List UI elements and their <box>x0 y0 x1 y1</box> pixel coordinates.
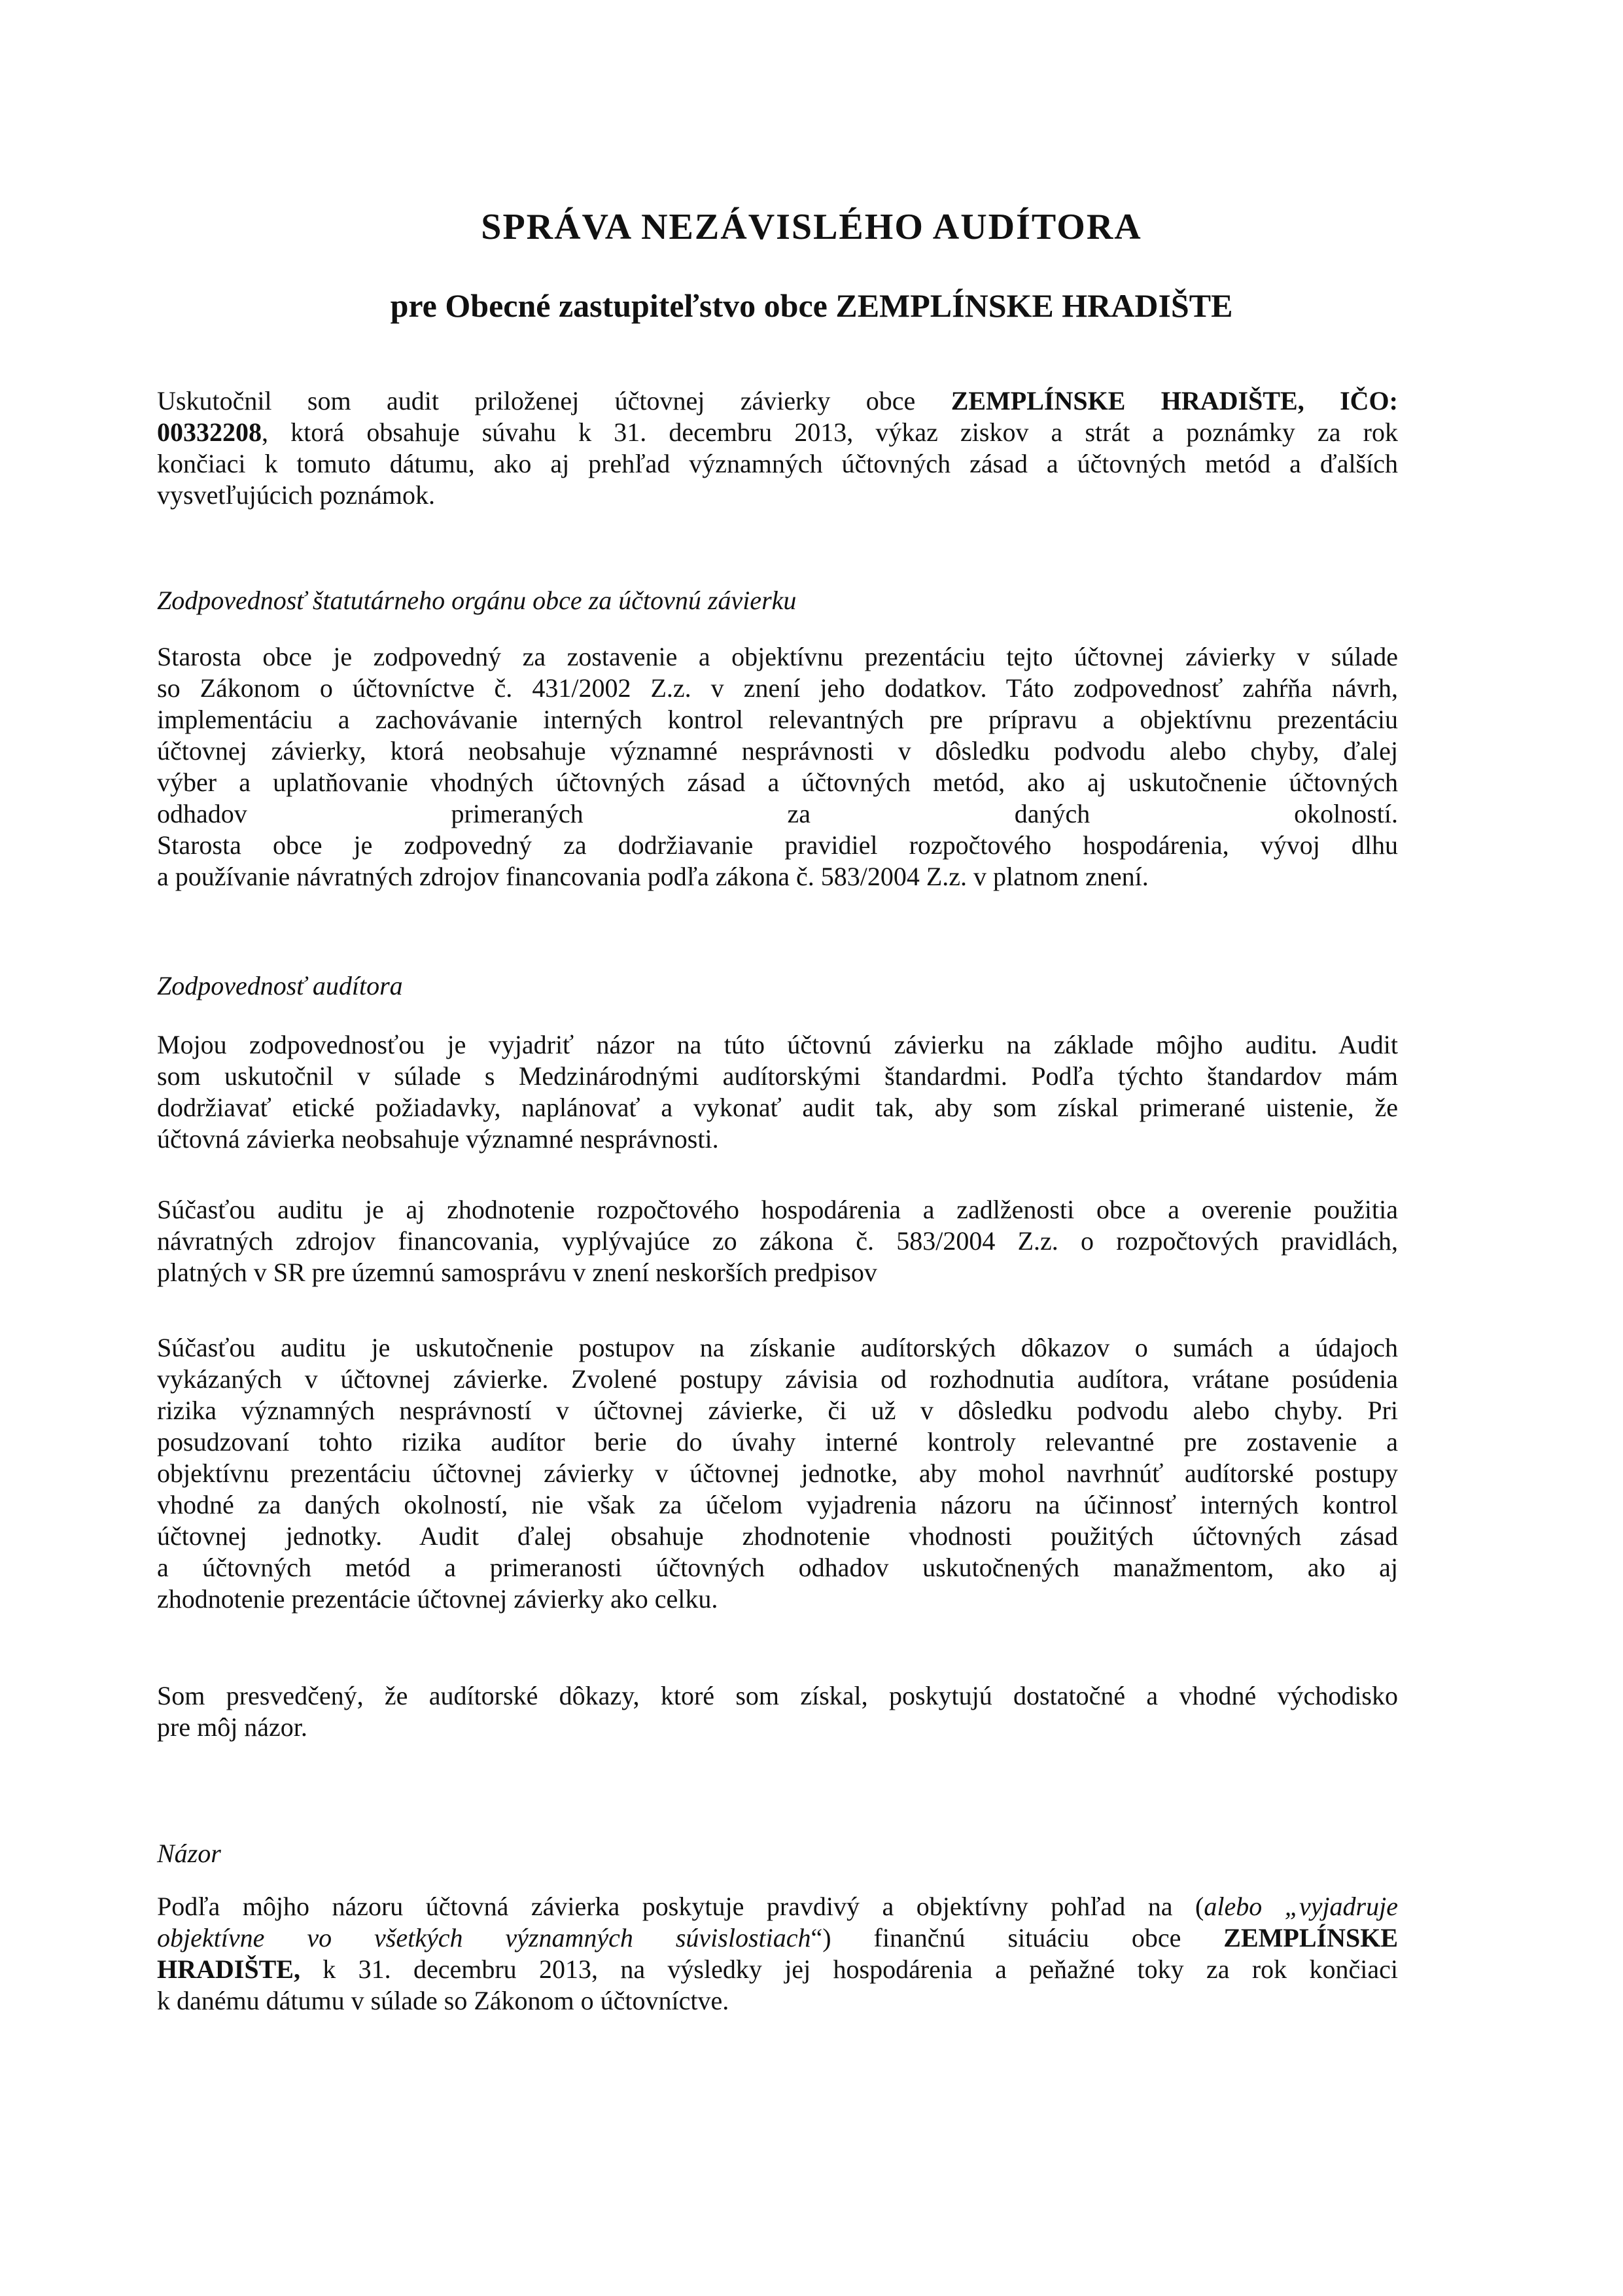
section-heading <box>157 585 1398 616</box>
text-line <box>157 1061 1398 1092</box>
text-run: výber a uplatňovanie vhodných účtovných zásad a účtovných metód, ako aj uskutočnenie účtovných <box>157 768 1398 797</box>
text-run: , ktorá obsahuje súvahu k 31. decembru 2013, výkaz ziskov a strát a poznámky za rok <box>262 417 1398 447</box>
text-line <box>157 970 1398 1002</box>
text-run: Podľa môjho názoru účtovná závierka poskytuje pravdivý a objektívny pohľad na ( <box>157 1892 1204 1921</box>
text-line <box>157 1426 1398 1458</box>
text-run: Zodpovednosť audítora <box>157 971 403 1000</box>
text-line <box>157 1395 1398 1426</box>
text-line <box>157 1257 1398 1288</box>
text-run: k danému dátumu v súlade so Zákonom o účtovníctve. <box>157 1986 729 2015</box>
paragraph <box>157 1029 1398 1155</box>
text-line <box>157 1583 1398 1615</box>
text-line <box>157 417 1398 448</box>
text-run: posudzovaní tohto rizika audítor berie do úvahy interné kontroly relevantné pre zostavenie a <box>157 1427 1398 1457</box>
text-line <box>157 735 1398 767</box>
text-run: implementáciu a zachovávanie interných kontrol relevantných pre prípravu a objektívnu prezentáciu <box>157 705 1398 734</box>
text-run: Som presvedčený, že audítorské dôkazy, ktoré som získal, poskytujú dostatočné a vhodné východisko <box>157 1681 1398 1710</box>
text-run: platných v SR pre územnú samosprávu v znení neskorších predpisov <box>157 1258 877 1287</box>
bold-text: ZEMPLÍNSKE HRADIŠTE, IČO: <box>951 386 1398 415</box>
text-line <box>157 1123 1398 1155</box>
text-line <box>157 385 1398 417</box>
text-run: Súčasťou auditu je uskutočnenie postupov na získanie audítorských dôkazov o sumách a údajoch <box>157 1333 1398 1362</box>
paragraph <box>157 385 1398 511</box>
text-line <box>157 1092 1398 1123</box>
document-subtitle: pre Obecné zastupiteľstvo obce ZEMPLÍNSKE HRADIŠTE <box>390 287 1233 324</box>
bold-text: 00332208 <box>157 417 262 447</box>
text-run: a účtovných metód a primeranosti účtovných odhadov uskutočnených manažmentom, ako aj <box>157 1553 1398 1582</box>
text-line <box>157 767 1398 798</box>
text-line <box>157 1194 1398 1226</box>
text-run: “) finančnú situáciu obce <box>811 1923 1224 1952</box>
paragraph <box>157 1332 1398 1615</box>
text-run: Zodpovednosť štatutárneho orgánu obce za účtovnú závierku <box>157 586 797 615</box>
text-run: vhodné za daných okolností, nie však za účelom vyjadrenia názoru na účinnosť interných kontrol <box>157 1490 1398 1519</box>
text-line <box>157 1891 1398 1922</box>
text-run: vysvetľujúcich poznámok. <box>157 480 436 510</box>
text-run: som uskutočnil v súlade s Medzinárodnými audítorskými štandardmi. Podľa týchto štandardov mám <box>157 1061 1398 1091</box>
text-run: účtovnej závierky, ktorá neobsahuje významné nesprávnosti v dôsledku podvodu alebo chyby, ďalej <box>157 736 1398 766</box>
paragraph <box>157 1891 1398 2017</box>
italic-text: alebo „vyjadruje <box>1204 1892 1398 1921</box>
text-line <box>157 480 1398 511</box>
text-line <box>157 585 1398 616</box>
text-run: dodržiavať etické požiadavky, naplánovať a vykonať audit tak, aby som získal primerané uistenie, že <box>157 1093 1398 1122</box>
text-line <box>157 1521 1398 1552</box>
text-run: Mojou zodpovednosťou je vyjadriť názor na túto účtovnú závierku na základe môjho auditu. Audit <box>157 1030 1398 1059</box>
text-line <box>157 830 1398 861</box>
text-line <box>157 1922 1398 1954</box>
text-line <box>157 1985 1398 2017</box>
paragraph <box>157 1680 1398 1743</box>
bold-text: ZEMPLÍNSKE <box>1223 1923 1398 1952</box>
text-line <box>157 1029 1398 1061</box>
text-line <box>157 641 1398 673</box>
paragraph <box>157 641 1398 892</box>
text-run: Starosta obce je zodpovedný za dodržiavanie pravidiel rozpočtového hospodárenia, vývoj dlhu <box>157 830 1398 860</box>
text-line <box>157 1458 1398 1489</box>
text-run: objektívnu prezentáciu účtovnej závierky v účtovnej jednotke, aby mohol navrhnúť audítorské postupy <box>157 1458 1398 1488</box>
text-line <box>157 861 1398 892</box>
text-run: návratných zdrojov financovania, vyplývajúce zo zákona č. 583/2004 Z.z. o rozpočtových pravidlách, <box>157 1226 1398 1256</box>
text-run: so Zákonom o účtovníctve č. 431/2002 Z.z. v znení jeho dodatkov. Táto zodpovednosť zahŕňa návrh, <box>157 673 1398 703</box>
text-line <box>157 448 1398 480</box>
section-heading <box>157 970 1398 1002</box>
text-run: Súčasťou auditu je aj zhodnotenie rozpočtového hospodárenia a zadlženosti obce a overenie použitia <box>157 1195 1398 1224</box>
text-run: pre môj názor. <box>157 1712 307 1742</box>
text-line <box>157 798 1398 830</box>
text-line <box>157 1954 1398 1985</box>
text-run: zhodnotenie prezentácie účtovnej závierky ako celku. <box>157 1584 718 1614</box>
bold-text: HRADIŠTE, <box>157 1954 300 1984</box>
document-title: SPRÁVA NEZÁVISLÉHO AUDÍTORA <box>481 207 1142 247</box>
text-line <box>157 704 1398 735</box>
text-run: Názor <box>157 1839 221 1868</box>
section-heading <box>157 1838 1398 1869</box>
paragraph <box>157 1194 1398 1288</box>
text-line <box>157 1712 1398 1743</box>
text-line <box>157 1552 1398 1583</box>
text-run: končiaci k tomuto dátumu, ako aj prehľad významných účtovných zásad a účtovných metód a ďalších <box>157 449 1398 478</box>
text-run: rizika významných nesprávností v účtovnej závierke, či už v dôsledku podvodu alebo chyby. Pri <box>157 1396 1398 1425</box>
italic-text: objektívne vo všetkých významných súvislostiach <box>157 1923 811 1952</box>
text-line <box>157 673 1398 704</box>
text-run: účtovná závierka neobsahuje významné nesprávnosti. <box>157 1124 719 1154</box>
text-run: k 31. decembru 2013, na výsledky jej hospodárenia a peňažné toky za rok končiaci <box>300 1954 1398 1984</box>
text-run: a používanie návratných zdrojov financovania podľa zákona č. 583/2004 Z.z. v platnom znení. <box>157 862 1149 891</box>
text-line <box>157 1838 1398 1869</box>
text-line <box>157 1332 1398 1364</box>
text-line <box>157 1364 1398 1395</box>
text-line <box>157 1680 1398 1712</box>
text-line <box>157 1226 1398 1257</box>
text-run: vykázaných v účtovnej závierke. Zvolené postupy závisia od rozhodnutia audítora, vrátane posúdenia <box>157 1364 1398 1394</box>
text-run: odhadov primeraných za daných okolností. <box>157 799 1398 828</box>
text-run: Starosta obce je zodpovedný za zostavenie a objektívnu prezentáciu tejto účtovnej závierky v súlade <box>157 642 1398 671</box>
text-run: účtovnej jednotky. Audit ďalej obsahuje zhodnotenie vhodnosti použitých účtovných zásad <box>157 1521 1398 1551</box>
text-run: Uskutočnil som audit priloženej účtovnej závierky obce <box>157 386 951 415</box>
text-line <box>157 1489 1398 1521</box>
